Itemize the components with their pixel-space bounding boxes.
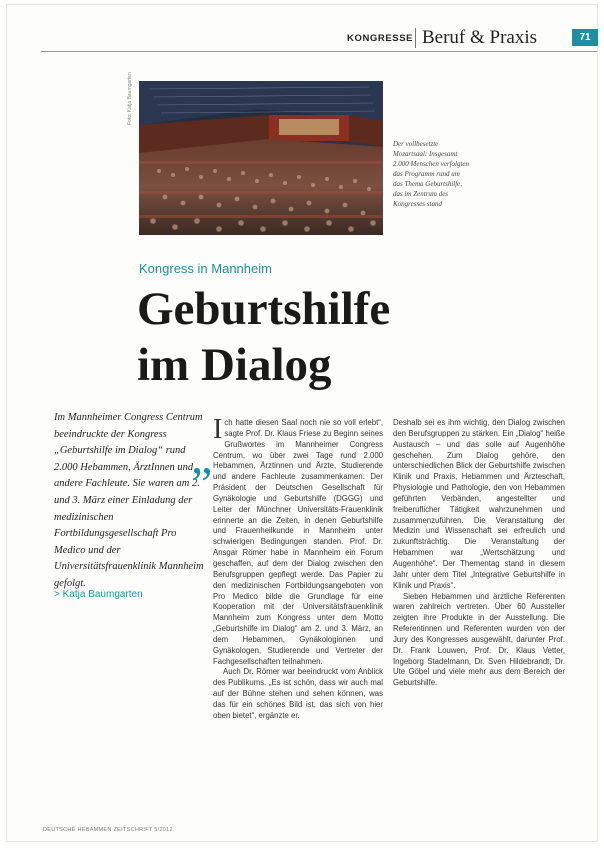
drop-cap: I (213, 414, 223, 445)
article-headline (137, 281, 390, 393)
header-divider (415, 28, 416, 48)
article-column-2 (393, 418, 565, 689)
article-intro: Im Mannheimer Congress Centrum beeindruckte der Kongress „Geburtshilfe im Dialog“ rund 2.000 Hebammen, ÄrztInnen und andere Fachleute. Sie waren am 2. und 3. März einer Einladung der medizinischen Fortbildungsgesellschaft Pro Medico und der Universitätsfrauenklinik Mannheim gefolgt. (54, 412, 204, 589)
photo-credit: Foto: Katja Baumgarten (127, 72, 133, 125)
column-1-paragraph-1-text: ch hatte diesen Saal noch nie so voll erlebt“, sagte Prof. Dr. Klaus Friese zu Beginn seines Grußwortes im Mannheimer Congress Centrum, wo über zwei Tage rund 2.000 Hebammen, Ärztinnen und Ärzte, Studierende und andere Fachleute zusammenkamen. Der Präsident der Deutschen Gesellschaft für Gynäkologie und Geburtshilfe (DGGG) und Leiter der Münchner Universitäts-Frauenklinik erinnerte an die Zeiten, in denen Geburtshilfe und Frauenheilkunde in Mannheim unter schwierigen Bedingungen standen. Prof. Dr. Ansgar Römer habe in Mannheim ein Forum geschaffen, auf dem der Dialog zwischen den Berufsgruppen gepflegt werde. Das Papier zu den medizinischen Fortbildungsangeboten von Pro Medico bilde die Grundlage für eine Kooperation mit der Universitätsfrauenklinik Mannheim zum Kongress unter dem Motto „Geburtshilfe im Dialog“ am 2. und 3. März, an dem Hebammen, Gynäkologinnen und Gynäkologen, Studierende und Vertreter der Fachgesellschaften teilnahmen. (213, 418, 383, 666)
magazine-page (6, 4, 598, 842)
column-1-paragraph-1 (213, 414, 383, 667)
header-rule (41, 51, 597, 52)
section-title: Beruf & Praxis (422, 27, 538, 48)
column-2-paragraph-2: Sieben Hebammen und ärztliche Referenten waren zahlreich vertreten. Über 60 Aussteller zeigten ihre Produkte in der Ausstellung. Die Referentinnen und Referenten wurden von der Jury des Kongresses ausgewählt, darunter Prof. Dr. Frank Louwen, Prof. Dr. Klaus Vetter, Ingeborg Stadelmann, Dr. Sven Hildebrandt, Dr. Ute Göbel und viele mehr aus dem Bereich der Geburtshilfe. (393, 591, 565, 688)
quote-mark: „ (191, 431, 213, 484)
page-footer: DEUTSCHE HEBAMMEN ZEITSCHRIFT 5/2012 (43, 827, 173, 833)
auditorium-photo (139, 81, 383, 235)
column-2-paragraph-1: Deshalb sei es ihm wichtig, den Dialog zwischen den Berufsgruppen zu stärken. Ein „Dialog“ heiße Austausch – und das solle auf Augenhöhe geschehen. Zum Dialog gehöre, den unterschiedlichen Blick der Geburtshilfe zwischen Klinik und Praxis, Hebammen und Ärzteschaft, Physiologie und Pathologie, den von Hebammen geführten Verbänden, angestellter und freiberuflicher Tätigkeit wahrzunehmen und zusammenzuführen. Die Veranstaltung der Medizin und Wissenschaft sei erfreulich und zukunftsträchtig. Die Veranstaltung der Hebammen war „Wertschätzung und Augenhöhe“. Der Thementag stand in diesem Jahr unter dem Titel „Integrative Geburtshilfe in Klinik und Praxis“. (393, 418, 565, 590)
headline-line-1: Geburtshilfe (137, 283, 391, 335)
headline-line-2: im Dialog (137, 339, 332, 391)
article-column-1 (213, 414, 383, 722)
article-kicker: Kongress in Mannheim (139, 261, 272, 276)
auditorium-illustration (139, 81, 383, 235)
section-label: KONGRESSE (347, 33, 414, 44)
article-author: > Katja Baumgarten (54, 589, 143, 600)
photo-caption: Der vollbesetzte Mozartsaal: Insgesamt 2.000 Menschen verfolgten das Programm rund um das Thema Geburtshilfe, das im Zentrum des Kongresses stand (393, 140, 470, 208)
page-number-badge: 71 (572, 29, 598, 46)
column-1-paragraph-2: Auch Dr. Römer war beeindruckt vom Anblick des Publikums. „Es ist schön, dass wir auch mal auf der Bühne stehen und sehen können, was das für ein schönes Bild ist, das sich von hier oben bietet“, ergänzte er. (213, 667, 383, 720)
